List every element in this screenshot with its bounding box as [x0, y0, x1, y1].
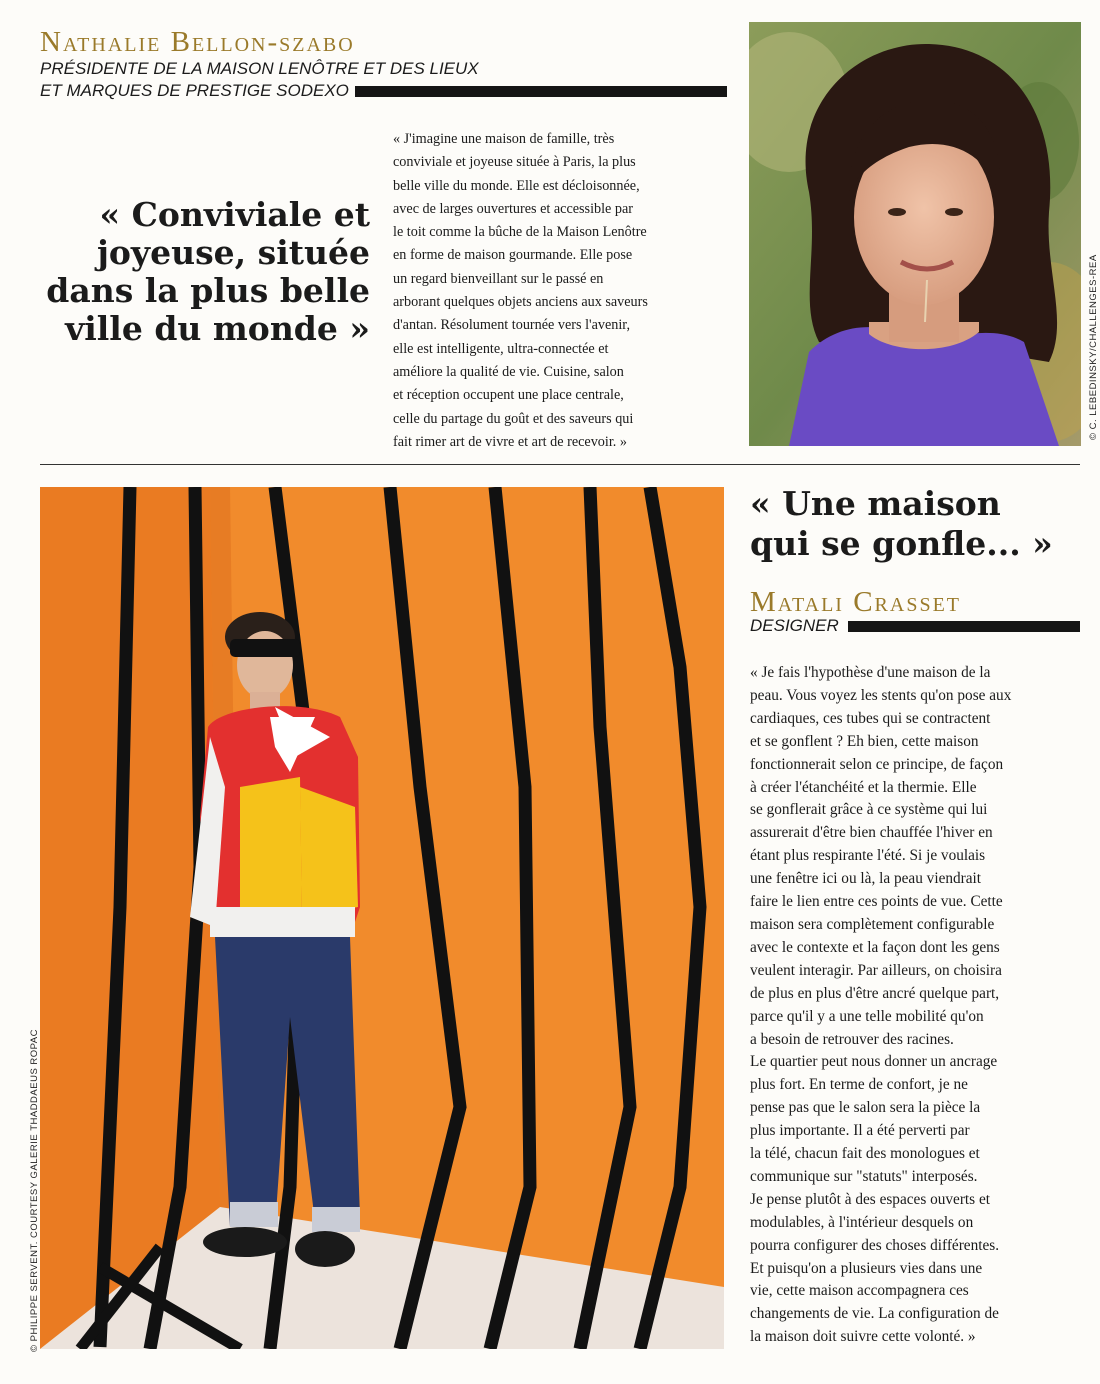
body-line: a besoin de retrouver des racines.	[750, 1030, 954, 1048]
body-line: elle est intelligente, ultra-connectée et	[393, 340, 609, 357]
body-line: fonctionnerait selon ce principe, de façon	[750, 755, 1004, 773]
profile2-body	[750, 662, 1011, 1349]
pull-quote-line: joyeuse, située	[96, 233, 370, 272]
body-line: étant plus respirante l'été. Si je voulais	[750, 847, 986, 865]
profile2-rule	[848, 621, 1080, 632]
body-line: un regard bienveillant sur le passé en	[393, 270, 604, 287]
profile1-portrait-photo	[749, 22, 1081, 446]
profile2-photo-credit: © PHILIPPE SERVENT. COURTESY GALERIE THADDAEUS ROPAC	[29, 1028, 40, 1352]
body-line: améliore la qualité de vie. Cuisine, salon	[393, 363, 624, 380]
body-line: plus importante. Il a été perverti par	[750, 1122, 970, 1140]
body-line: Je pense plutôt à des espaces ouverts et	[750, 1190, 990, 1208]
profile1-photo-credit: © C. LEBEDINSKY/CHALLENGES-REA	[1088, 254, 1099, 440]
body-line: Et puisqu'on a plusieurs vies dans une	[750, 1259, 983, 1277]
body-line: Le quartier peut nous donner un ancrage	[750, 1053, 998, 1071]
body-line: la télé, chacun fait des monologues et	[750, 1145, 980, 1163]
profile1-body	[393, 128, 648, 454]
pull-quote-line: « Conviviale et	[99, 195, 370, 234]
body-line: parce qu'il y a une telle mobilité qu'on	[750, 1007, 984, 1025]
body-line: changements de vie. La configuration de	[750, 1305, 999, 1323]
body-line: fait rimer art de vivre et art de recevoir. »	[393, 433, 627, 450]
body-line: peau. Vous voyez les stents qu'on pose aux	[750, 686, 1012, 704]
section-divider	[40, 464, 1080, 465]
body-line: maison sera complètement configurable	[750, 915, 995, 933]
body-line: assurerait d'être bien chauffée l'hiver en	[750, 824, 993, 842]
profile1-rule	[355, 86, 727, 97]
body-line: arborant quelques objets anciens aux saveurs	[393, 294, 648, 311]
body-line: veulent interagir. Par ailleurs, on choisira	[750, 961, 1002, 979]
pull-quote-line: qui se gonfle... »	[750, 524, 1053, 563]
body-line: la maison doit suivre cette volonté. »	[750, 1328, 976, 1346]
body-line: en forme de maison gourmande. Elle pose	[393, 247, 633, 264]
profile2-role: DESIGNER	[750, 616, 839, 635]
body-line: modulables, à l'intérieur desquels on	[750, 1213, 974, 1231]
body-line: et se gonflent ? Eh bien, cette maison	[750, 732, 979, 750]
pull-quote-line: ville du monde »	[65, 309, 370, 348]
body-line: vie, cette maison accompagnera ces	[750, 1282, 969, 1300]
body-line: avec de larges ouvertures et accessible par	[393, 200, 634, 217]
body-line: cardiaques, ces tubes qui se contractent	[750, 709, 991, 727]
body-line: pense pas que le salon sera la pièce la	[750, 1099, 981, 1117]
body-line: conviviale et joyeuse située à Paris, la plus	[393, 154, 636, 171]
body-line: pourra configurer des choses différentes.	[750, 1236, 1000, 1254]
body-line: belle ville du monde. Elle est décloisonnée,	[393, 177, 640, 194]
body-line: plus fort. En terme de confort, je ne	[750, 1076, 968, 1094]
profile1-name: Nathalie Bellon-szabo	[40, 26, 355, 58]
body-line: celle du partage du goût et des saveurs qui	[393, 410, 634, 427]
body-line: faire le lien entre ces points de vue. Cette	[750, 893, 1003, 911]
body-line: communique sur "statuts" interposés.	[750, 1167, 978, 1185]
body-line: et réception occupent une place centrale,	[393, 387, 624, 404]
pull-quote-line: « Une maison	[750, 484, 1001, 523]
body-line: « Je fais l'hypothèse d'une maison de la	[750, 664, 991, 681]
body-line: se gonflerait grâce à ce système qui lui	[750, 801, 988, 819]
body-line: d'antan. Résolument tournée vers l'avenir,	[393, 317, 630, 334]
body-line: avec le contexte et la façon dont les gens	[750, 938, 1000, 956]
profile2-photo	[40, 487, 724, 1349]
pull-quote-line: dans la plus belle	[46, 271, 370, 310]
body-line: « J'imagine une maison de famille, très	[393, 131, 615, 147]
profile2-name: Matali Crasset	[750, 586, 962, 618]
body-line: de plus en plus d'être ancré quelque part,	[750, 984, 1000, 1002]
body-line: une fenêtre ici ou là, la peau viendrait	[750, 870, 982, 888]
profile1-role-line2: ET MARQUES DE PRESTIGE SODEXO	[40, 81, 349, 100]
profile2-pull-quote	[750, 484, 1053, 564]
profile1-pull-quote	[46, 196, 370, 348]
body-line: à créer l'étanchéité et la thermie. Elle	[750, 778, 977, 796]
body-line: le toit comme la bûche de la Maison Lenôtre	[393, 224, 647, 241]
profile1-role-line1: PRÉSIDENTE DE LA MAISON LENÔTRE ET DES LIEUX	[40, 59, 479, 78]
